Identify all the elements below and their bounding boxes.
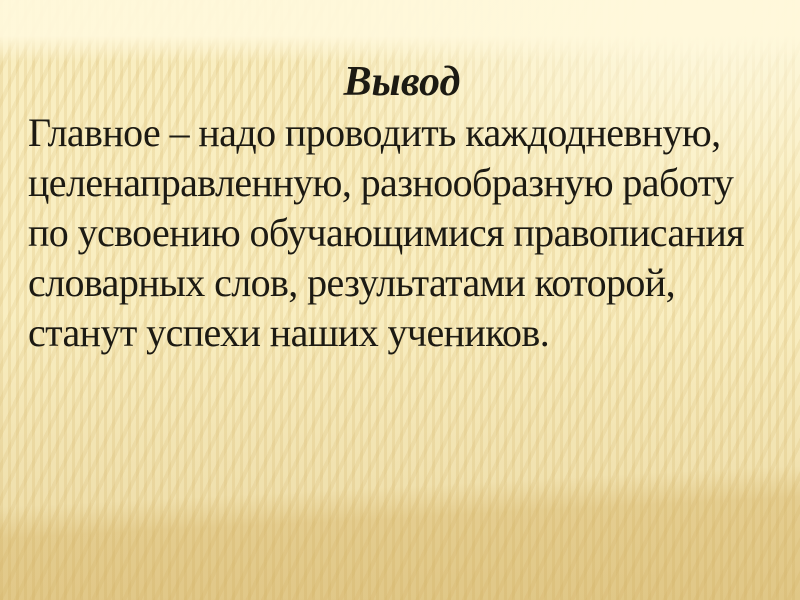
slide-text-block (28, 56, 776, 358)
body-text-line-3: по усвоению обучающимися правописания (28, 210, 744, 255)
body-text-line-1: Главное – надо проводить каждодневную, (28, 110, 721, 155)
body-text-line-4: словарных слов, результатами которой, (28, 260, 675, 305)
slide-title: Вывод (343, 59, 461, 105)
body-text-line-5: станут успехи наших учеников. (28, 310, 550, 355)
body-text-line-2: целенаправленную, разнообразную работу (28, 160, 734, 205)
